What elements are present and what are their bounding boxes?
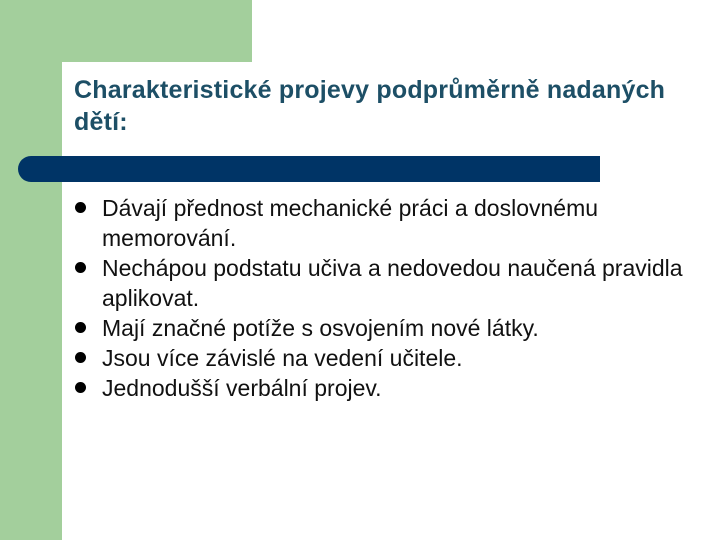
bullet-list [72,193,692,403]
bullet-item [72,193,692,253]
bullet-dot-icon [75,322,86,333]
green-side-strip [0,0,62,540]
bullet-text: Jsou více závislé na vedení učitele. [102,345,463,371]
bullet-item [72,313,692,343]
slide-title: Charakteristické projevy podprůměrně nadaných dětí: [74,76,666,136]
bullet-dot-icon [75,382,86,393]
bullet-dot-icon [75,202,86,213]
bullet-text: Jednodušší verbální projev. [102,375,382,401]
bullet-text: Dávají přednost mechanické práci a doslovnému memorování. [102,195,599,251]
bullet-text: Mají značné potíže s osvojením nové látky. [102,315,539,341]
title-underline-bar [18,156,600,182]
bullet-item [72,343,692,373]
bullet-dot-icon [75,352,86,363]
bullet-dot-icon [75,262,86,273]
bullet-item [72,253,692,313]
bullet-item [72,373,692,403]
bullet-text: Nechápou podstatu učiva a nedovedou naučená pravidla aplikovat. [102,255,683,311]
